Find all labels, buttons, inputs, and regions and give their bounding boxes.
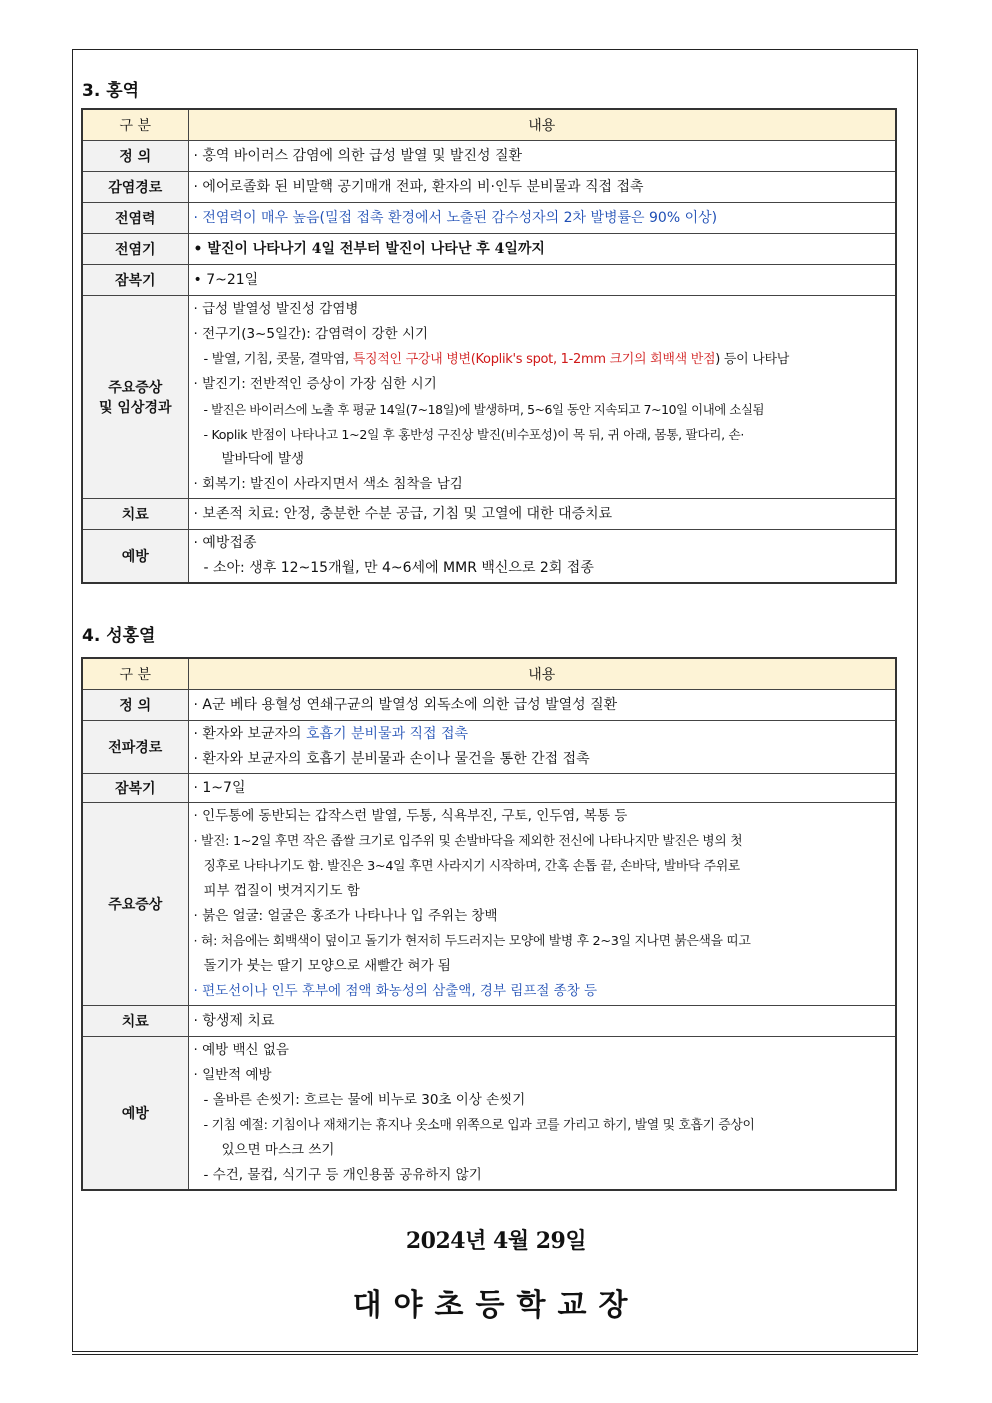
content-line: · 급성 발열성 발진성 감염병 xyxy=(193,301,359,317)
section-title-scarlet-fever: 4. 성홍열 xyxy=(82,626,156,646)
table-header-row xyxy=(82,658,896,690)
content-line: · 일반적 예방 xyxy=(193,1067,272,1083)
table-row xyxy=(82,774,896,803)
bottom-divider xyxy=(72,1354,918,1355)
row-label: 감염경로 xyxy=(82,172,188,203)
header-content: 내용 xyxy=(188,658,896,690)
row-label xyxy=(82,296,188,499)
measles-table xyxy=(81,108,897,584)
row-content: · 보존적 치료: 안정, 충분한 수분 공급, 기침 및 고열에 대한 대증치료 xyxy=(188,499,896,530)
row-content xyxy=(188,530,896,584)
row-content: • 7~21일 xyxy=(188,265,896,296)
row-content: · 1~7일 xyxy=(188,774,896,803)
table-row xyxy=(82,1006,896,1037)
table-header-row xyxy=(82,109,896,141)
content-line: · 발진기: 전반적인 증상이 가장 심한 시기 xyxy=(193,376,437,392)
content-line: · 붉은 얼굴: 얼굴은 홍조가 나타나나 입 주위는 창백 xyxy=(193,908,498,924)
content-line: · 환자와 보균자의 호흡기 분비물과 손이나 물건을 통한 간접 접촉 xyxy=(193,751,590,767)
content-line: 돌기가 붓는 딸기 모양으로 새빨간 혀가 됨 xyxy=(203,958,451,974)
content-line: · 편도선이나 인두 후부에 점액 화농성의 삼출액, 경부 림프절 종창 등 xyxy=(193,983,598,999)
table-row xyxy=(82,172,896,203)
label-line: 및 임상경과 xyxy=(99,400,172,416)
row-content xyxy=(188,1037,896,1191)
header-content: 내용 xyxy=(188,109,896,141)
row-content xyxy=(188,803,896,1006)
table-row xyxy=(82,141,896,172)
row-label: 예방 xyxy=(82,1037,188,1191)
row-label: 잠복기 xyxy=(82,774,188,803)
scarlet-fever-table xyxy=(81,657,897,1191)
table-row xyxy=(82,530,896,584)
content-line: · 예방 백신 없음 xyxy=(193,1042,289,1058)
row-content: · 홍역 바이러스 감염에 의한 급성 발열 및 발진성 질환 xyxy=(188,141,896,172)
row-content: • 발진이 나타나기 4일 전부터 발진이 나타난 후 4일까지 xyxy=(188,234,896,265)
content-line: 발바닥에 발생 xyxy=(221,451,305,467)
table-row xyxy=(82,234,896,265)
row-label: 예방 xyxy=(82,530,188,584)
row-content xyxy=(188,296,896,499)
content-line: · 발진: 1~2일 후면 작은 좁쌀 크기로 입주위 및 손발바닥을 제외한 전신에 나타나지만 발진은 병의 첫 xyxy=(193,834,743,849)
content-line: - 발진은 바이러스에 노출 후 평균 14일(7~18일)에 발생하며, 5~6일 동안 지속되고 7~10일 이내에 소실됨 xyxy=(203,402,765,417)
header-category: 구 분 xyxy=(82,109,188,141)
notice-date: 2024년 4월 29일 xyxy=(405,1228,587,1254)
text-span: - 발열, 기침, 콧물, 결막염, xyxy=(203,352,353,367)
row-content: · 전염력이 매우 높음(밀접 접촉 환경에서 노출된 감수성자의 2차 발병률은 90% 이상) xyxy=(188,203,896,234)
table-row xyxy=(82,803,896,1006)
content-line xyxy=(194,347,891,372)
table-row xyxy=(82,690,896,721)
content-line: 피부 껍질이 벗겨지기도 함 xyxy=(203,883,360,899)
content-line: - 올바른 손씻기: 흐르는 물에 비누로 30초 이상 손씻기 xyxy=(203,1092,526,1108)
content-line: - 수건, 물컵, 식기구 등 개인용품 공유하지 않기 xyxy=(203,1167,482,1183)
row-label: 주요증상 xyxy=(82,803,188,1006)
header-category: 구 분 xyxy=(82,658,188,690)
content-line: 있으면 마스크 쓰기 xyxy=(221,1142,335,1158)
row-label: 잠복기 xyxy=(82,265,188,296)
content-line: - 소아: 생후 12~15개월, 만 4~6세에 MMR 백신으로 2회 접종 xyxy=(203,560,594,576)
content-line: - 기침 예절: 기침이나 재채기는 휴지나 옷소매 위쪽으로 입과 코를 가리고 하기, 발열 및 호흡기 증상이 xyxy=(203,1118,755,1133)
text-span: ) 등이 나타남 xyxy=(715,352,789,367)
content-line: · 회복기: 발진이 사라지면서 색소 침착을 남김 xyxy=(193,476,463,492)
highlight-span: 호흡기 분비물과 직접 접촉 xyxy=(305,726,469,742)
table-row xyxy=(82,203,896,234)
row-content: · 에어로졸화 된 비말핵 공기매개 전파, 환자의 비·인두 분비물과 직접 접촉 xyxy=(188,172,896,203)
content-line: 징후로 나타나기도 함. 발진은 3~4일 후면 사라지기 시작하며, 간혹 손톱 끝, 손바닥, 발바닥 주위로 xyxy=(203,859,740,874)
row-label: 정 의 xyxy=(82,141,188,172)
row-label: 전염기 xyxy=(82,234,188,265)
table-row xyxy=(82,721,896,774)
text-span: · 환자와 보균자의 xyxy=(193,726,306,742)
table-row xyxy=(82,265,896,296)
row-label: 정 의 xyxy=(82,690,188,721)
table-row xyxy=(82,296,896,499)
label-line: 주요증상 xyxy=(108,380,163,396)
content-line: · 혀: 처음에는 회백색이 덮이고 돌기가 현저히 두드러지는 모양에 발병 후 2~3일 지나면 붉은색을 띠고 xyxy=(193,934,751,949)
row-label: 전염력 xyxy=(82,203,188,234)
content-line: · 인두통에 동반되는 갑작스런 발열, 두통, 식욕부진, 구토, 인두염, 복통 등 xyxy=(193,808,628,824)
school-principal-signature: 대야초등학교장 xyxy=(352,1288,640,1323)
content-line xyxy=(194,722,891,747)
row-label: 전파경로 xyxy=(82,721,188,774)
content-line: · 전구기(3~5일간): 감염력이 강한 시기 xyxy=(193,326,429,342)
table-row xyxy=(82,1037,896,1191)
content-line: · 예방접종 xyxy=(193,535,257,551)
row-content: · 항생제 치료 xyxy=(188,1006,896,1037)
section-title-measles: 3. 홍역 xyxy=(82,81,140,101)
table-row xyxy=(82,499,896,530)
row-content xyxy=(188,721,896,774)
highlight-span: 특징적인 구강내 병변(Koplik's spot, 1-2mm 크기의 회백색 반점 xyxy=(352,352,716,367)
row-label: 치료 xyxy=(82,1006,188,1037)
row-content: · A군 베타 용혈성 연쇄구균의 발열성 외독소에 의한 급성 발열성 질환 xyxy=(188,690,896,721)
content-line: - Koplik 반점이 나타나고 1~2일 후 홍반성 구진상 발진(비수포성)이 목 뒤, 귀 아래, 몸통, 팔다리, 손· xyxy=(203,427,745,442)
row-label: 치료 xyxy=(82,499,188,530)
